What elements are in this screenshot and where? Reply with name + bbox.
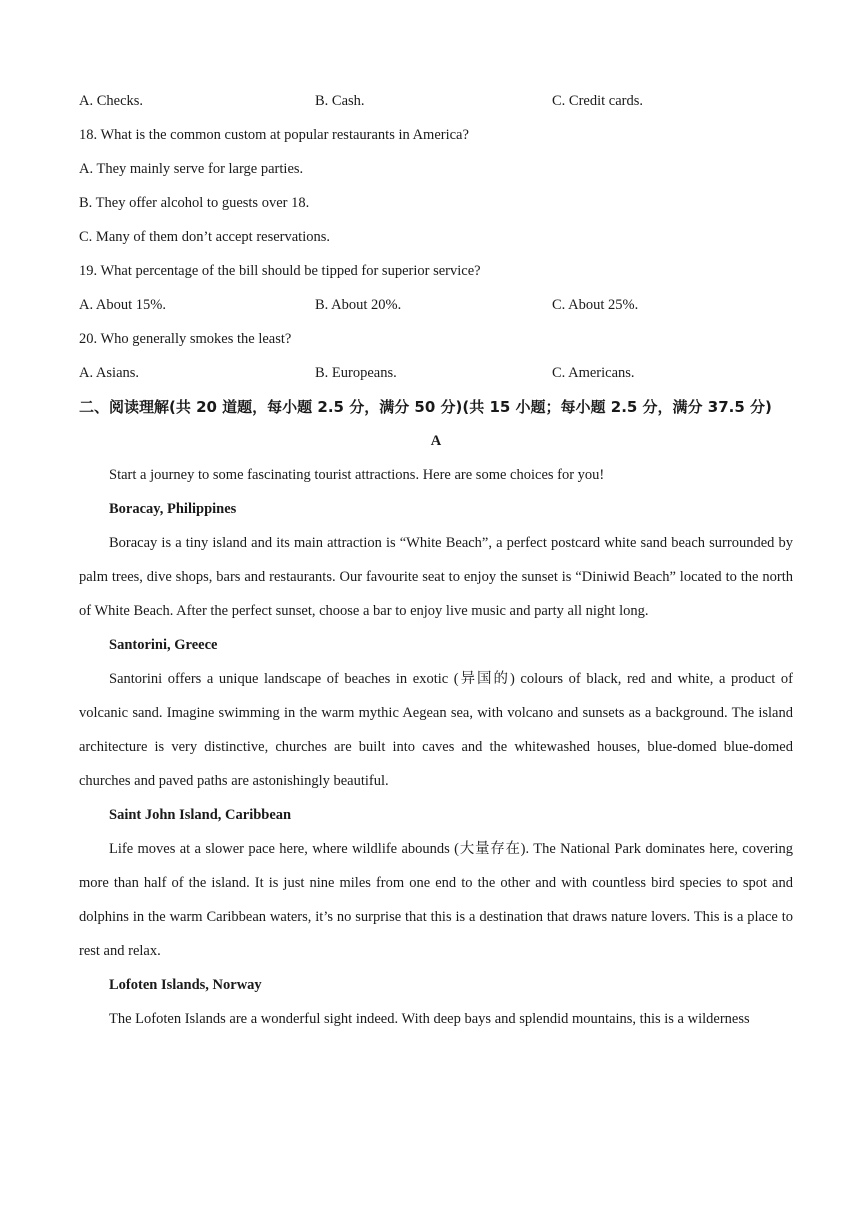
- place-text-lofoten: The Lofoten Islands are a wonderful sight indeed. With deep bays and splendid mountains, this is a wilderness: [109, 1011, 750, 1027]
- section-heading: 二、阅读理解(共 20 道题，每小题 2.5 分，满分 50 分)(共 15 小题；每小题 2.5 分，满分 37.5 分): [79, 398, 772, 416]
- q17-option-c: C. Credit cards.: [552, 93, 644, 109]
- q19-option-a: A. About 15%.: [79, 297, 166, 313]
- q17-option-a: A. Checks.: [79, 93, 144, 109]
- q17-options: [79, 84, 793, 118]
- q18-option-b: B. They offer alcohol to guests over 18.: [79, 195, 310, 211]
- q18-question: 18. What is the common custom at popular restaurants in America?: [79, 127, 469, 143]
- q20-option-c: C. Americans.: [552, 365, 635, 381]
- q20-option-a: A. Asians.: [79, 365, 140, 381]
- passage-intro: Start a journey to some fascinating tourist attractions. Here are some choices for you!: [109, 467, 605, 483]
- q20-question: 20. Who generally smokes the least?: [79, 331, 292, 347]
- q17-option-b: B. Cash.: [315, 93, 365, 109]
- q19-option-c: C. About 25%.: [552, 297, 639, 313]
- q20-option-b: B. Europeans.: [315, 365, 397, 381]
- q19-option-b: B. About 20%.: [315, 297, 402, 313]
- q18-option-c: C. Many of them don’t accept reservations.: [79, 229, 330, 245]
- q19-question: 19. What percentage of the bill should be tipped for superior service?: [79, 263, 481, 279]
- q20-options: [79, 356, 793, 390]
- place-heading-santorini: Santorini, Greece: [109, 637, 218, 653]
- passage-label: A: [430, 433, 442, 449]
- q18-option-a: A. They mainly serve for large parties.: [79, 161, 304, 177]
- place-text-saint-john: Life moves at a slower pace here, where wildlife abounds (大量存在). The National Park dominates here, covering more than half of the island. It is just nine miles from one end to the other and with countless bird species to spot and dolphins in the warm Caribbean waters, it’s no surprise that this is a destination that draws nature lovers. This is a place to rest and relax.: [79, 841, 793, 959]
- place-heading-saint-john: Saint John Island, Caribbean: [109, 807, 292, 823]
- place-text-santorini: Santorini offers a unique landscape of beaches in exotic (异国的) colours of black, red and white, a product of volcanic sand. Imagine swimming in the warm mythic Aegean sea, with volcano and sunsets as a background. The island architecture is very distinctive, churches are built into caves and the whitewashed houses, blue-domed blue-domed churches and paved paths are astonishingly beautiful.: [79, 671, 793, 789]
- place-text-boracay: Boracay is a tiny island and its main attraction is “White Beach”, a perfect postcard white sand beach surrounded by palm trees, dive shops, bars and restaurants. Our favourite seat to enjoy the sunset is “Diniwid Beach” located to the north of White Beach. After the perfect sunset, choose a bar to enjoy live music and party all night long.: [79, 535, 793, 619]
- q19-options: [79, 288, 793, 322]
- exam-page: [79, 84, 793, 1036]
- place-heading-lofoten: Lofoten Islands, Norway: [109, 977, 262, 993]
- place-heading-boracay: Boracay, Philippines: [109, 501, 237, 517]
